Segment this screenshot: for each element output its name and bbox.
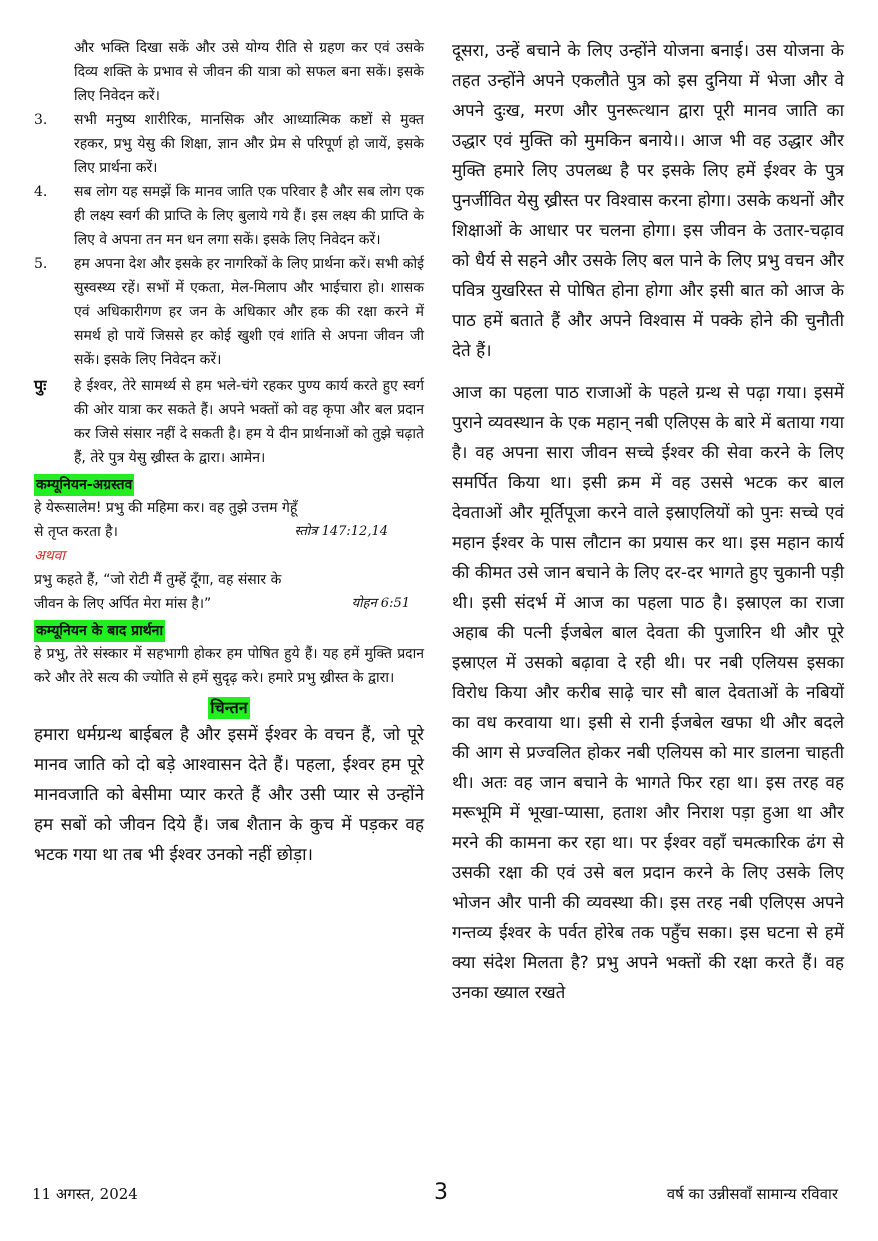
alt-antiphon-line2-row (34, 592, 424, 616)
item-text: सभी मनुष्य शारीरिक, मानसिक और आध्यात्मिक कष्टों से मुक्त रहकर, प्रभु येसु की शिक्षा, ज्ञान और प्रेम से परिपूर्ण हो जायें, इसके लिए प्रार्थना करें। (74, 112, 424, 176)
footer-date: 11 अगस्त, 2024 (32, 1185, 138, 1203)
page-footer (0, 1180, 878, 1210)
post-communion-heading: कम्यूनियन के बाद प्रार्थना (34, 620, 165, 642)
reflection-paragraph-2: आज का पहला पाठ राजाओं के पहले ग्रन्थ से पढ़ा गया। इसमें पुराने व्यवस्थान के एक महान् नबी एलिएस के बारे में बताया गया है। वह अपना सारा जीवन सच्चे ईश्वर की सेवा करने के लिए समर्पित किया था। इसी क्रम में वह उससे भटक कर बाल देवताओं और मूर्तिपूजा करने वाले इस्राएलियों को पुनः सच्चे एवं महान ईश्वर के पास लौटान का प्रयास कर था। इस महान कार्य की कीमत उसे जान बचाने के लिए दर-दर भागते हुए चुकानी पड़ी थी। इसी संदर्भ में आज का पहला पाठ है। इस्राएल का राजा अहाब की पत्नी ईजबेल बाल देवता की पुजारिन थी और पूरे इस्राएल में उसको बढ़ावा दे रही थी। पर नबी एलियस इसका विरोध किया और करीब साढ़े चार सौ बाल देवताओं के नबियों का वध करवाया था। इसी से रानी ईजबेल खफा थी और बदले की आग से प्रज्वलित होकर नबी एलियस को मार डालना चाहती थी। अतः वह जान बचाने के भागते फिर रहा था। इस तरह वह मरूभूमि में भूखा-प्यासा, हताश और निराश पड़ा हुआ था और मरने की कामना कर रहा था। पर ईश्वर वहाँ चमत्कारिक ढंग से उसकी रक्षा की एवं उसे बल प्रदान करने के लिए उसके लिए भोजन और पानी की व्यवस्था की। इस तरह नबी एलिएस अपने गन्तव्य ईश्वर के पर्वत होरेब तक पहुँच सका। इस घटना से हमें क्या संदेश मिलता है? प्रभु अपने भक्तों की रक्षा करते हैं। वह उनका ख्याल रखते (452, 383, 844, 1003)
intercession-continuation: और भक्ति दिखा सकें और उसे योग्य रीति से ग्रहण कर एवं उसके दिव्य शक्ति के प्रभाव से जीवन की यात्रा को सफल बना सकें। इसके लिए निवेदन करें। (74, 40, 424, 104)
intercession-item (34, 180, 424, 252)
antiphon-line2: से तृप्त करता है। (34, 524, 118, 540)
alt-antiphon-line1: प्रभु कहते हैं, “जो रोटी मैं तुम्हें दूँगा, वह संसार के (34, 572, 282, 588)
item-text: हम अपना देश और इसके हर नागरिकों के लिए प्रार्थना करें। सभी कोई सुस्वस्थ्य रहें। सभों में एकता, मेल-मिलाप और भाईचारा हो। शासक एवं अधिकारीगण हर जन के अधिकार और हक की रक्षा करने में समर्थ हो पायें जिससे हर कोई खुशी एवं शांति से अपना जीवन जी सकें। इसके लिए निवेदन करें। (74, 256, 424, 368)
intercession-item (34, 108, 424, 180)
athva-label: अथवा (34, 548, 66, 564)
alt-antiphon-line2: जीवन के लिए अर्पित मेरा मांस है।” (34, 596, 212, 612)
item-text: सब लोग यह समझें कि मानव जाति एक परिवार है और सब लोग एक ही लक्ष्य स्वर्ग की प्राप्ति के लिए बुलाये गये हैं। इस लक्ष्य की प्राप्ति के लिए वे अपना तन मन धन लगा सकें। इसके लिए निवेदन करें। (74, 184, 424, 248)
priest-prayer (34, 374, 424, 470)
page-number: 3 (434, 1180, 448, 1205)
antiphon-reference: स्तोत्र 147:12,14 (294, 524, 388, 539)
left-column (34, 36, 424, 870)
intercession-item (34, 252, 424, 372)
priest-label: पुः (34, 376, 47, 395)
communion-antiphon-heading: कम्यूनियन-अग्रस्तव (34, 474, 134, 496)
alt-antiphon-reference: योहन 6:51 (351, 596, 410, 611)
antiphon-line1: हे येरूसालेम! प्रभु की महिमा कर। वह तुझे उत्तम गेहूँ (34, 500, 298, 516)
reflection-paragraph-1: दूसरा, उन्हें बचाने के लिए उन्होंने योजना बनाई। उस योजना के तहत उन्होंने अपने एकलौते पुत्र को इस दुनिया में भेजा और वे अपने दुःख, मरण और पुनरूत्थान द्वारा पूरी मानव जाति का उद्धार एवं मुक्ति को मुमकिन बनाये।। आज भी वह उद्धार और मुक्ति हमारे लिए उपलब्ध है पर इसके लिए हमें ईश्वर के पुत्र पुनर्जीवित येसु ख्रीस्त पर विश्वास करना होगा। उसके कथनों और शिक्षाओं के आधार पर चलना होगा। इस जीवन के उतार-चढ़ाव को धैर्य से सहने और उसके लिए बल पाने के लिए प्रभु वचन और पवित्र युखरिस्त से पोषित होना होगा और इसी बात को आज के पाठ हमें बताते हैं और अपने विश्वास में पक्के होने की चुनौती देते हैं। (452, 41, 844, 361)
item-number: 5. (34, 256, 48, 272)
item-number: 4. (34, 184, 48, 200)
item-number: 3. (34, 112, 48, 128)
antiphon-line2-row (34, 520, 424, 544)
reflection-text: हमारा धर्मग्रन्थ बाईबल है और इसमें ईश्वर के वचन हैं, जो पूरे मानव जाति को दो बड़े आश्वासन देते हैं। पहला, ईश्वर हम पूरे मानवजाति को बेसीमा प्यार करते हैं और उसी प्यार से उन्होंने हम सबों को जीवन दिये हैं। जब शैतान के कुच में पड़कर वह भटक गया था तब भी ईश्वर उनको नहीं छोड़ा। (34, 725, 424, 865)
reflection-heading: चिन्तन (210, 698, 248, 717)
priest-prayer-text: हे ईश्वर, तेरे सामर्थ्य से हम भले-चंगे रहकर पुण्य कार्य करते हुए स्वर्ग की ओर यात्रा कर सकते हैं। अपने भक्तों को वह कृपा और बल प्रदान कर जिसे संसार नहीं दे सकती है। हम ये दीन प्रार्थनाओं को तुझे चढ़ाते हैं, तेरे पुत्र येसु ख्रीस्त के द्वारा। आमेन। (74, 378, 424, 466)
post-communion-text: हे प्रभु, तेरे संस्कार में सहभागी होकर हम पोषित हुये हैं। यह हमें मुक्ति प्रदान करे और तेरे सत्य की ज्योति से हमें सुदृढ़ करे। हमारे प्रभु ख्रीस्त के द्वारा। (34, 646, 424, 686)
right-column (452, 36, 844, 1008)
footer-title: वर्ष का उन्नीसवाँ सामान्य रविवार (666, 1185, 838, 1203)
